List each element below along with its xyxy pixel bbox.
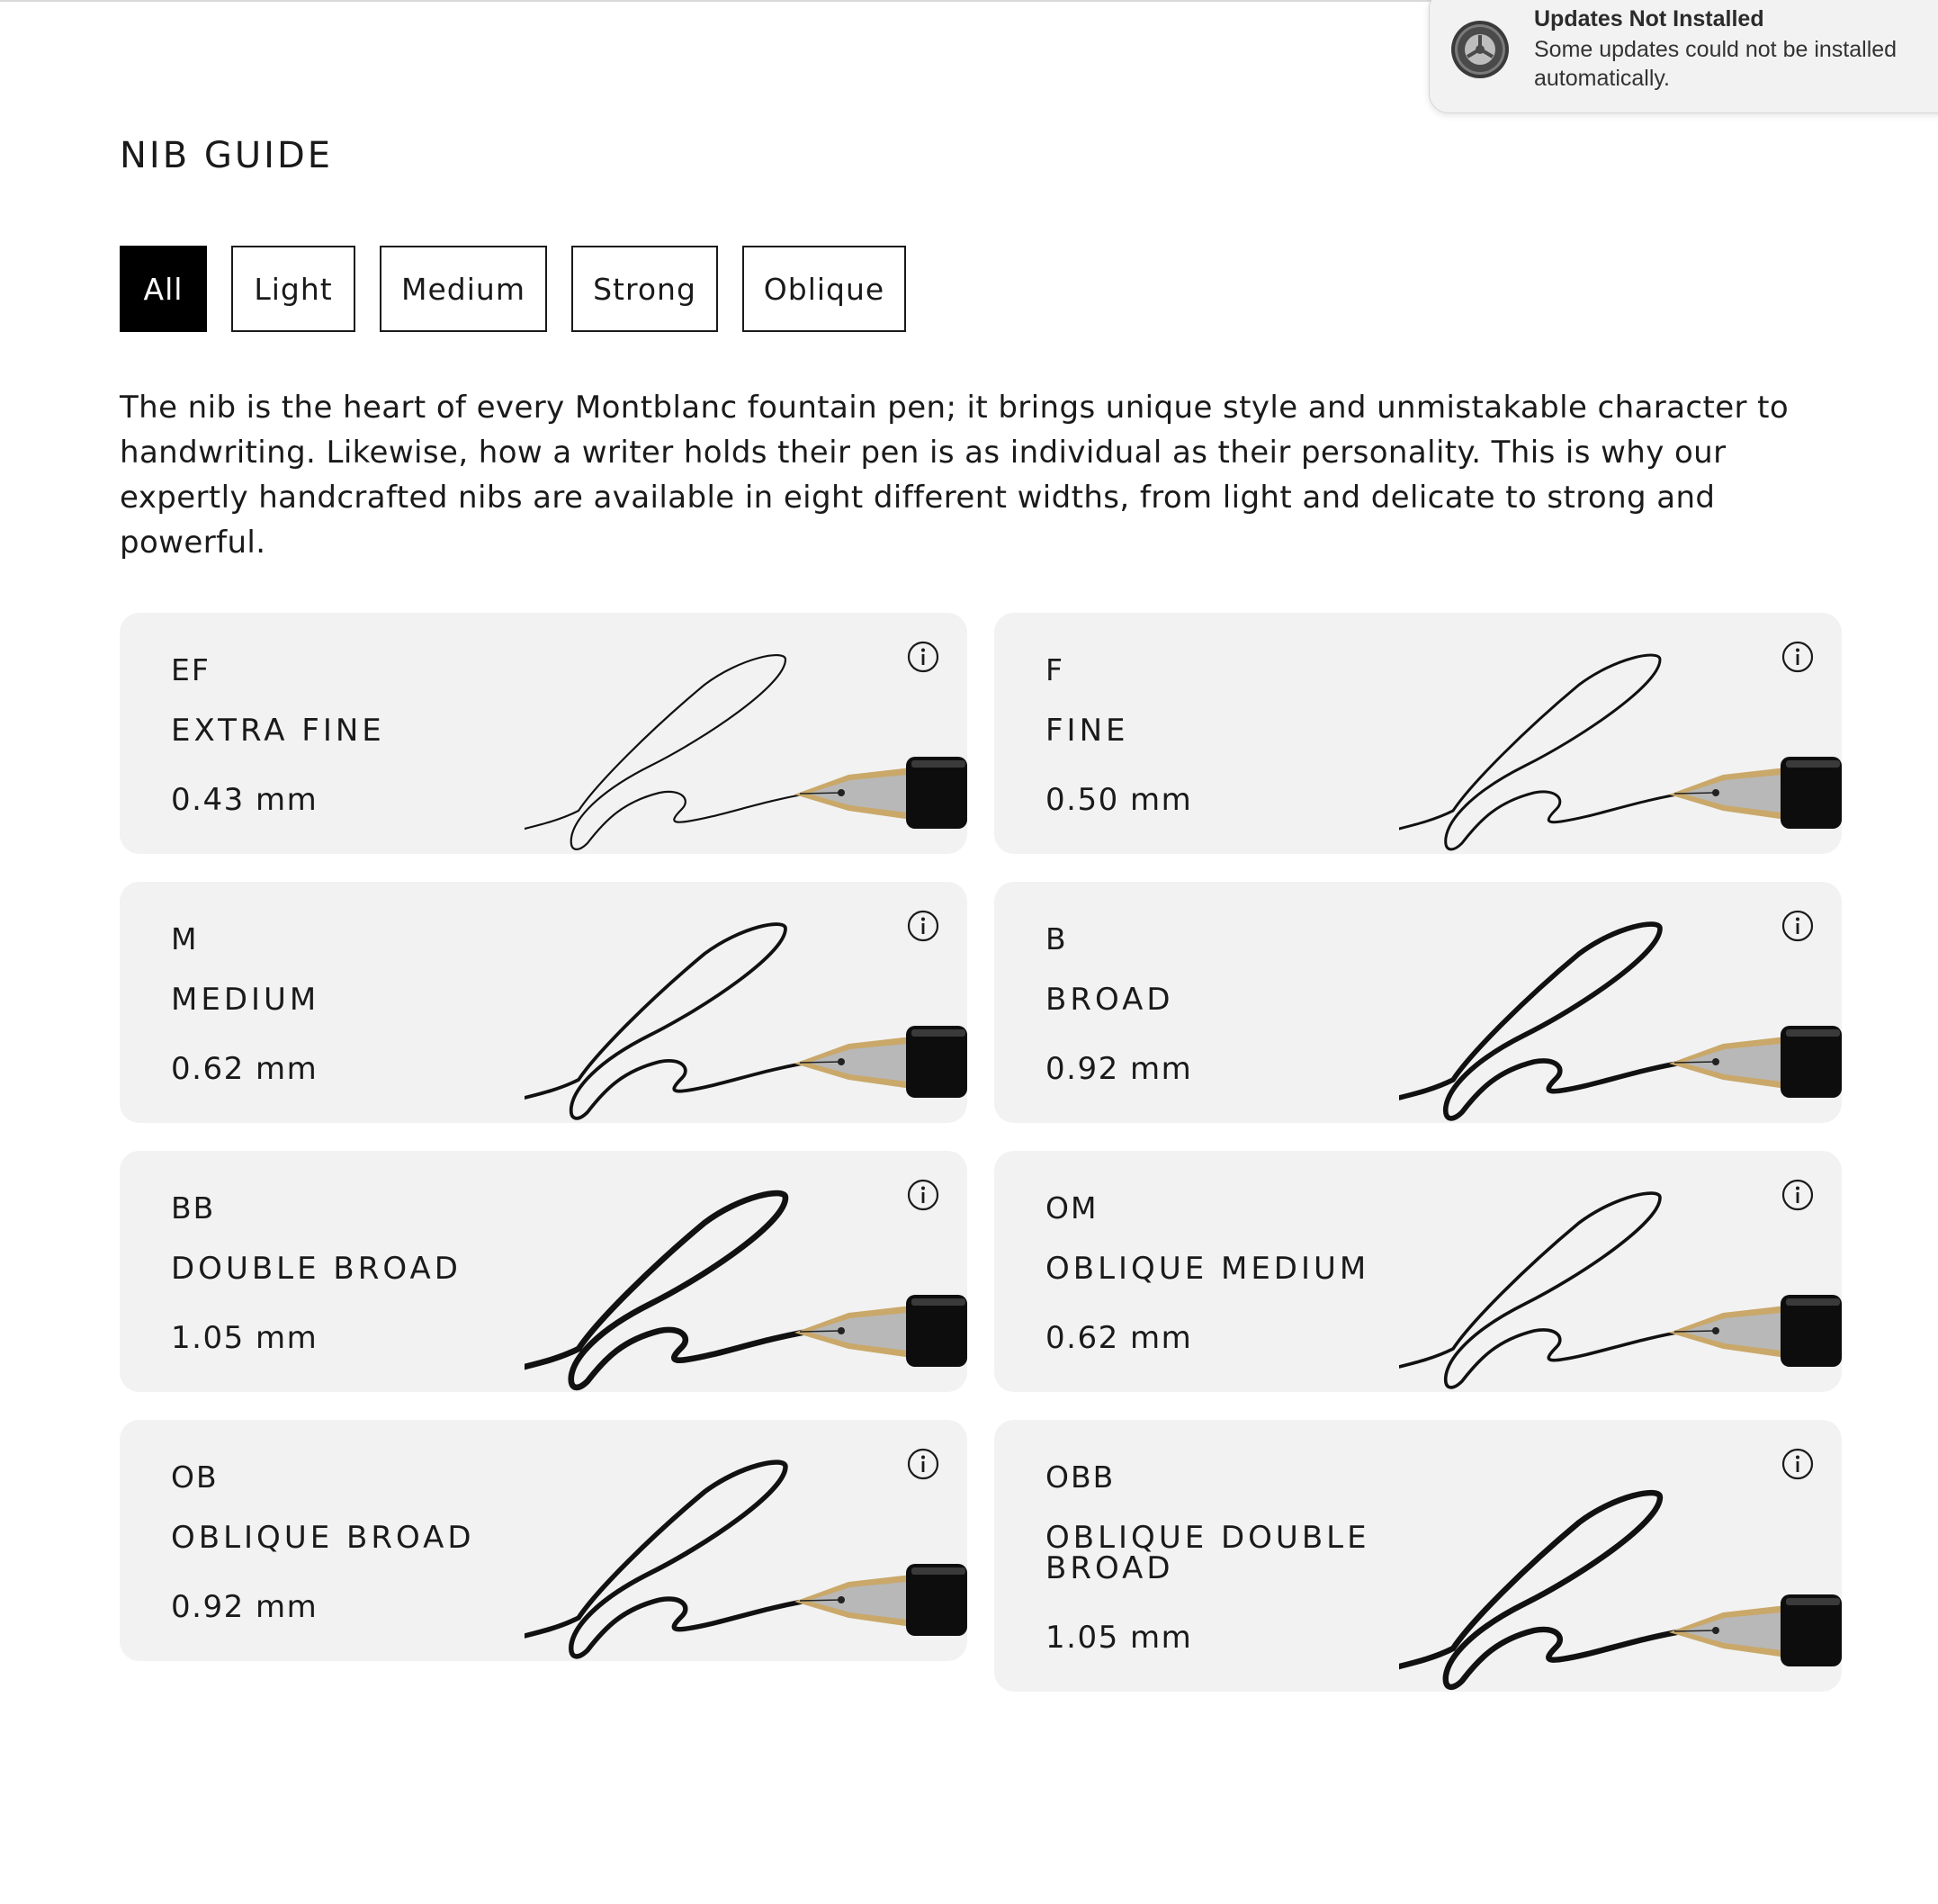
system-preferences-gear-icon	[1449, 19, 1511, 80]
pen-barrel-highlight	[911, 1298, 965, 1306]
nib-width: 0.62 mm	[171, 1051, 319, 1087]
nib-card-obb[interactable]	[994, 1420, 1842, 1692]
update-notification[interactable]	[1429, 0, 1938, 113]
nib-width: 0.50 mm	[1045, 782, 1193, 818]
nib-width: 1.05 mm	[171, 1320, 319, 1356]
nib-width: 0.62 mm	[1045, 1320, 1193, 1356]
pen-barrel-highlight	[1786, 1298, 1840, 1306]
nib-card-m[interactable]	[120, 882, 967, 1123]
nib-name: OBLIQUE DOUBLE BROAD	[1045, 1520, 1370, 1586]
nib-slit	[1674, 1331, 1716, 1332]
nib-writing-sample-image	[1399, 918, 1842, 1123]
info-icon[interactable]	[1781, 1447, 1815, 1481]
nib-code: OBB	[1045, 1459, 1116, 1495]
nib-width: 0.92 mm	[171, 1589, 319, 1625]
nib-code: OM	[1045, 1190, 1099, 1226]
nib-code: F	[1045, 652, 1064, 687]
page-title: NIB GUIDE	[120, 135, 334, 176]
pen-barrel-highlight	[1786, 1598, 1840, 1605]
filter-light-button[interactable]: Light	[231, 246, 355, 332]
nib-writing-sample-image	[525, 649, 967, 854]
nib-writing-sample-image	[525, 918, 967, 1123]
nib-slit	[1674, 793, 1716, 794]
nib-slit	[800, 1062, 841, 1063]
nib-writing-sample-image	[1399, 649, 1842, 854]
nib-code: BB	[171, 1190, 216, 1226]
nib-code: OB	[171, 1459, 219, 1495]
nib-card-ob[interactable]	[120, 1420, 967, 1661]
handwriting-stroke	[1399, 1193, 1687, 1388]
pen-barrel-highlight	[911, 1029, 965, 1037]
intro-paragraph: The nib is the heart of every Montblanc fountain pen; it brings unique style and unmistakable character to handwriting. Likewise, how a writer holds their pen is as individual as their personality. This is why our expertly handcrafted nibs are available in eight different widths, from light and delicate to strong and powerful.	[120, 390, 1790, 561]
nib-name: MEDIUM	[171, 982, 320, 1018]
nib-name: DOUBLE BROAD	[171, 1251, 462, 1287]
nib-card-om[interactable]	[994, 1151, 1842, 1392]
filter-oblique-button[interactable]: Oblique	[742, 246, 906, 332]
handwriting-stroke	[525, 1462, 812, 1657]
nib-width: 1.05 mm	[1045, 1620, 1193, 1656]
nib-code: M	[171, 921, 199, 956]
handwriting-stroke	[1399, 924, 1687, 1118]
filter-strong-button[interactable]: Strong	[571, 246, 718, 332]
notification-title: Updates Not Installed	[1534, 6, 1764, 31]
nib-writing-sample-image	[525, 1187, 967, 1392]
nib-slit	[800, 793, 841, 794]
pen-barrel-highlight	[1786, 760, 1840, 768]
nib-slit	[800, 1600, 841, 1601]
nib-width: 0.43 mm	[171, 782, 319, 818]
nib-slit	[1674, 1630, 1716, 1631]
handwriting-stroke	[525, 924, 812, 1118]
nib-slit	[800, 1331, 841, 1332]
nib-name: EXTRA FINE	[171, 713, 385, 749]
pen-barrel-highlight	[911, 760, 965, 768]
filter-medium-button[interactable]: Medium	[380, 246, 547, 332]
handwriting-stroke	[1399, 655, 1687, 849]
nib-name: OBLIQUE MEDIUM	[1045, 1251, 1370, 1287]
nib-card-f[interactable]	[994, 613, 1842, 854]
nib-name: BROAD	[1045, 982, 1174, 1018]
nib-code: EF	[171, 652, 211, 687]
nib-card-bb[interactable]	[120, 1151, 967, 1392]
notification-body: Some updates could not be installed automatically.	[1534, 37, 1898, 91]
nib-card-ef[interactable]	[120, 613, 967, 854]
nib-slit	[1674, 1062, 1716, 1063]
nib-name: OBLIQUE BROAD	[171, 1520, 475, 1556]
nib-writing-sample-image	[525, 1456, 967, 1661]
pen-barrel-highlight	[911, 1567, 965, 1575]
nib-code: B	[1045, 921, 1068, 956]
handwriting-stroke	[525, 1193, 812, 1388]
nib-card-b[interactable]	[994, 882, 1842, 1123]
nib-writing-sample-image	[1399, 1187, 1842, 1392]
nib-name: FINE	[1045, 713, 1129, 749]
nib-filter-tabs	[120, 246, 906, 332]
handwriting-stroke	[1399, 1493, 1687, 1687]
handwriting-stroke	[525, 655, 812, 849]
nib-width: 0.92 mm	[1045, 1051, 1193, 1087]
nib-writing-sample-image	[1399, 1486, 1842, 1692]
pen-barrel-highlight	[1786, 1029, 1840, 1037]
filter-all-button[interactable]: All	[120, 246, 207, 332]
